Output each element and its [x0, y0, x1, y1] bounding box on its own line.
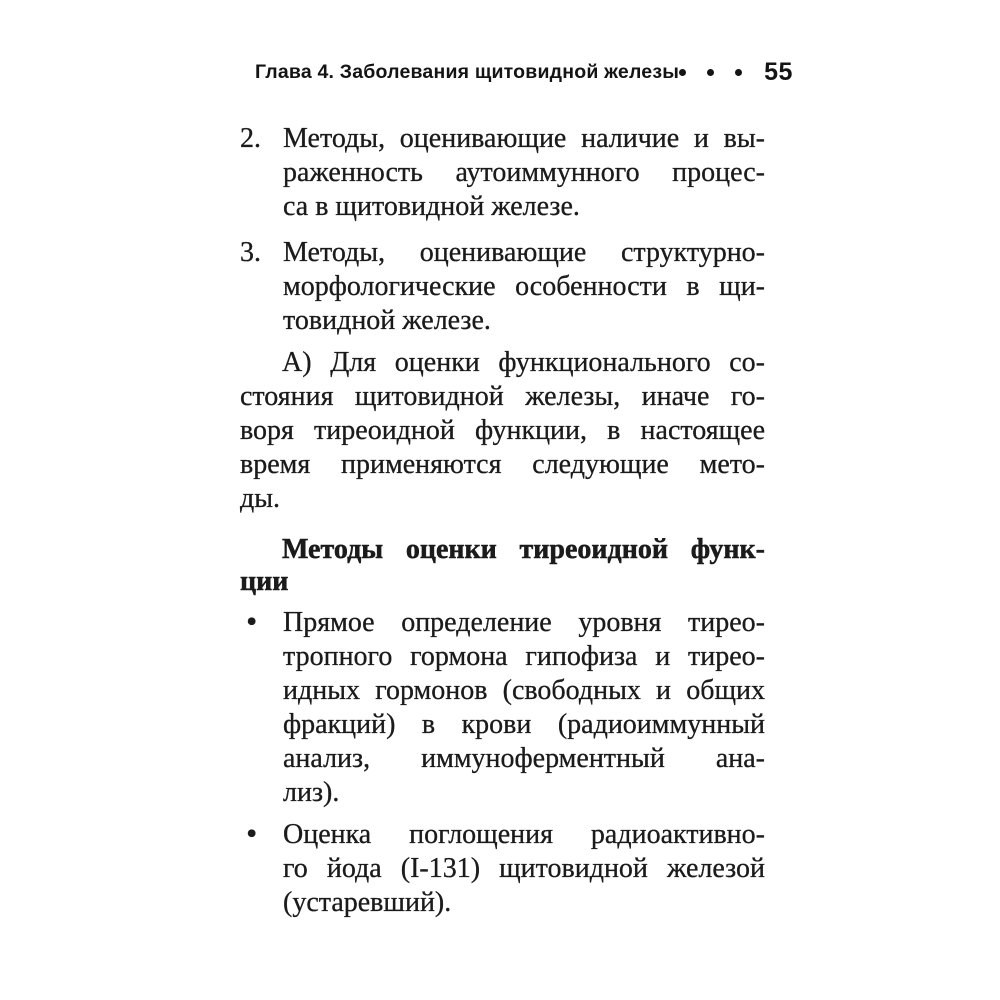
text-line: время применяются следующие мето-: [240, 449, 765, 480]
paragraph-a: [240, 346, 765, 516]
text-line: (устаревший).: [283, 887, 452, 918]
section-heading: [240, 534, 765, 598]
text-line: го йода (I-131) щитовидной железой: [283, 853, 765, 884]
separator-dot-icon: [679, 69, 686, 76]
text-line: лиз).: [283, 777, 340, 808]
separator-dots: [679, 69, 742, 76]
text-line: стояния щитовидной железы, иначе го-: [240, 381, 765, 412]
text-column: [240, 57, 793, 920]
text-line: ды.: [240, 483, 281, 514]
text-line: анализ, иммуноферментный ана-: [283, 743, 765, 774]
bullet-item-2: [240, 818, 765, 920]
separator-dot-icon: [707, 69, 714, 76]
bullet-icon: •: [244, 608, 260, 638]
chapter-title: Глава 4. Заболевания щитовидной железы: [255, 60, 680, 83]
text-line: Методы, оценивающие структурно-: [283, 237, 765, 268]
separator-dot-icon: [735, 69, 742, 76]
text-line: товидной железе.: [283, 305, 491, 336]
bullet-item-1: [240, 606, 765, 810]
text-line: идных гормонов (свободных и общих: [283, 675, 765, 706]
numbered-item-3: [240, 236, 765, 338]
text-line: воря тиреоидной функции, в настоящее: [240, 415, 765, 446]
bullet-icon: •: [244, 820, 260, 850]
text-line: А) Для оценки функционального со-: [282, 347, 765, 378]
text-line: Оценка поглощения радиоактивно-: [283, 819, 765, 850]
text-line: Прямое определение уровня тирео-: [283, 607, 765, 638]
text-line: раженность аутоиммунного процес-: [283, 157, 765, 188]
text-line: Методы оценки тиреоидной функ-: [282, 534, 765, 565]
text-line: са в щитовидной железе.: [283, 191, 580, 222]
text-line: фракций) в крови (радиоиммунный: [283, 709, 765, 740]
item-number: 2.: [240, 123, 261, 154]
page-number: 55: [764, 57, 793, 86]
running-head: [240, 57, 793, 86]
text-line: морфологические особенности в щи-: [283, 271, 765, 302]
text-line: ции: [240, 566, 289, 597]
running-head-right: [679, 58, 799, 87]
numbered-item-2: [240, 122, 765, 224]
item-number: 3.: [240, 237, 261, 268]
text-line: тропного гормона гипофиза и тирео-: [283, 641, 765, 672]
text-line: Методы, оценивающие наличие и вы-: [283, 123, 765, 154]
